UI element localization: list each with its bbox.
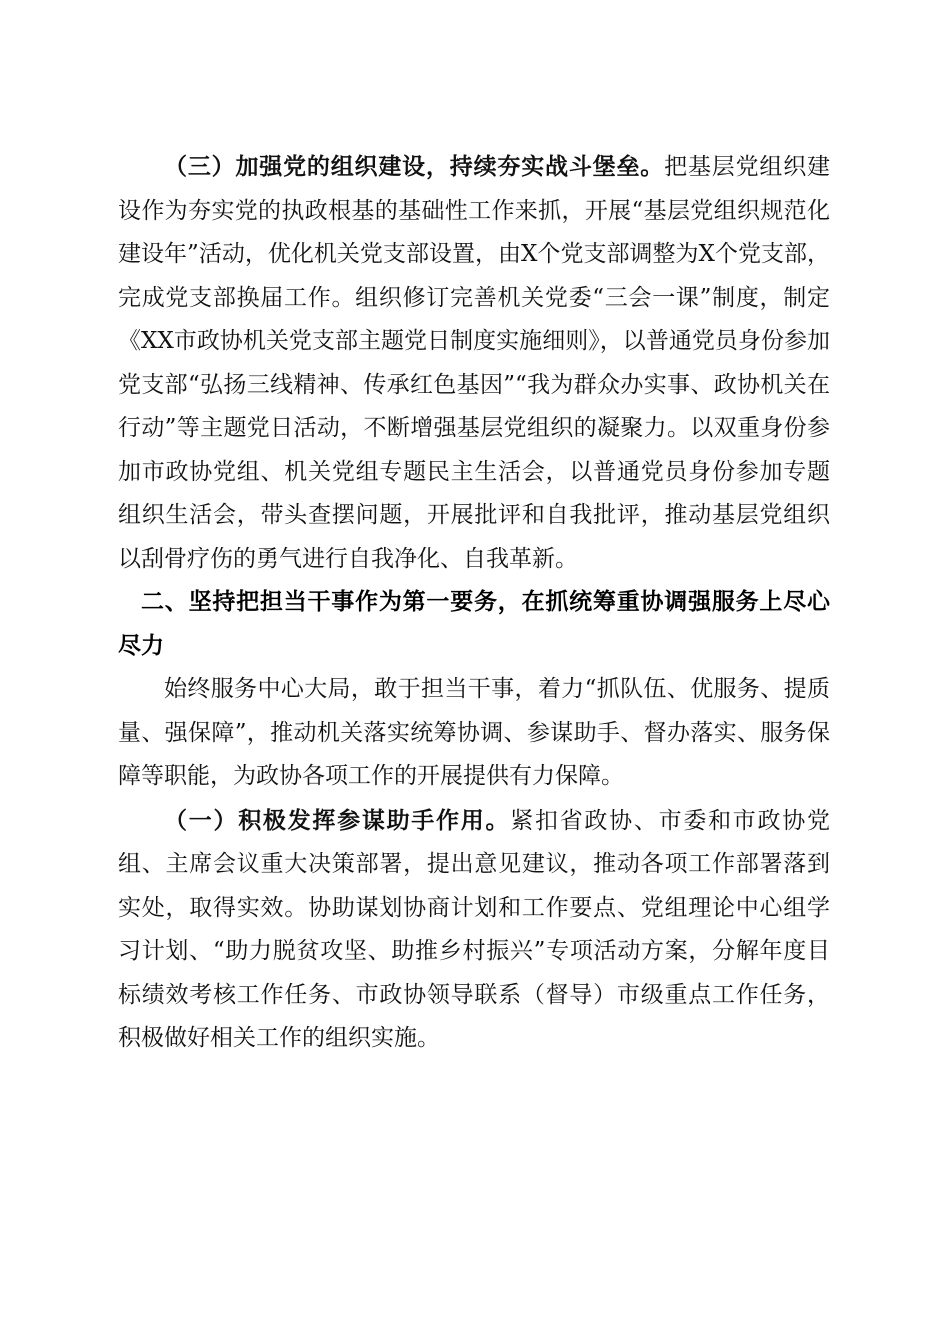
document-page [118,145,830,1061]
section-1-body: 紧扣省政协、市委和市政协党组、主席会议重大决策部署，提出意见建议，推动各项工作部署落到实处，取得实效。协助谋划协商计划和工作要点、党组理论中心组学习计划、“助力脱贫攻坚、助推乡村振兴”专项活动方案，分解年度目标绩效考核工作任务、市政协领导联系（督导）市级重点工作任务，积极做好相关工作的组织实施。 [118,807,831,1051]
paragraph-section-3 [118,145,830,581]
paragraph-section-1 [118,799,830,1061]
section-3-body: 把基层党组织建设作为夯实党的执政根基的基础性工作来抓，开展“基层党组织规范化建设年”活动，优化机关党支部设置，由X个党支部调整为X个党支部，完成党支部换届工作。组织修订完善机关党委“三会一课”制度，制定《XX市政协机关党支部主题党日制度实施细则》，以普通党员身份参加党支部“弘扬三线精神、传承红色基因”“我为群众办实事、政协机关在行动”等主题党日活动，不断增强基层党组织的凝聚力。以双重身份参加市政协党组、机关党组专题民主生活会，以普通党员身份参加专题组织生活会，带头查摆问题，开展批评和自我批评，推动基层党组织以刮骨疗伤的勇气进行自我净化、自我革新。 [118,154,831,572]
section-1-lead: （一）积极发挥参谋助手作用。 [164,806,511,834]
heading-part-2: 二、坚持把担当干事作为第一要务，在抓统筹重协调强服务上尽心尽力 [118,589,830,659]
paragraph-intro: 始终服务中心大局，敢于担当干事，着力“抓队伍、优服务、提质量、强保障”，推动机关落实统筹协调、参谋助手、督办落实、服务保障等职能，为政协各项工作的开展提供有力保障。 [118,676,830,789]
section-3-lead: （三）加强党的组织建设，持续夯实战斗堡垒。 [164,153,665,180]
